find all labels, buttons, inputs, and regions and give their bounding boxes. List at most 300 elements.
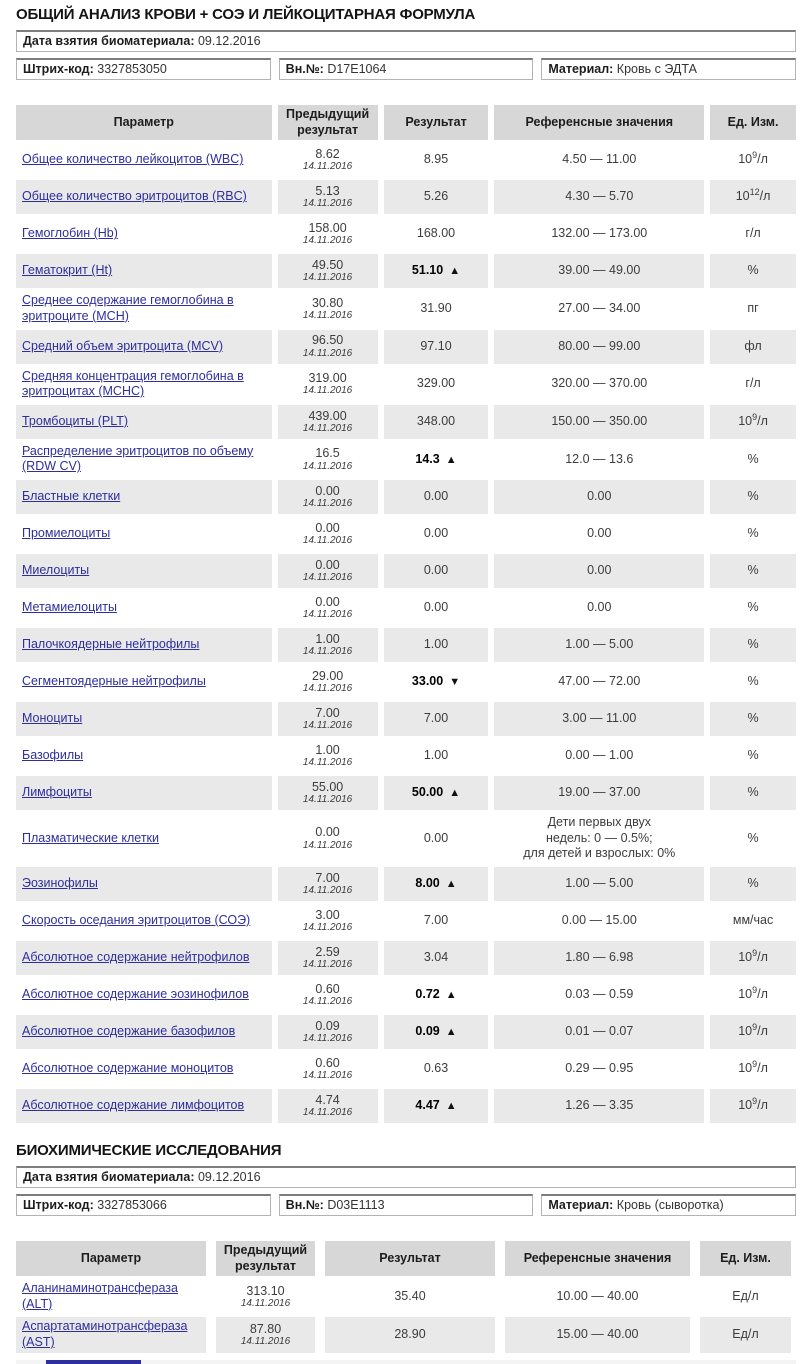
previous-result-value: 7.00 <box>315 705 340 720</box>
reference-range-cell: 0.00 — 15.00 <box>494 904 704 938</box>
previous-result-cell <box>216 1317 315 1352</box>
column-header: Результат <box>384 105 489 140</box>
parameter-cell <box>16 1279 206 1314</box>
parameter-link[interactable]: Абсолютное содержание эозинофилов <box>22 987 249 1002</box>
previous-result-date: 14.11.2016 <box>302 235 353 247</box>
column-header: Ед. Изм. <box>710 105 796 140</box>
previous-result-cell <box>278 143 378 177</box>
parameter-link[interactable]: Абсолютное содержание базофилов <box>22 1024 236 1039</box>
result-cell <box>384 217 489 251</box>
previous-result-value: 1.00 <box>315 631 340 646</box>
result-cell <box>384 330 489 364</box>
parameter-cell <box>16 591 272 625</box>
previous-result-value: 0.00 <box>315 557 340 572</box>
column-header: Параметр <box>16 1241 206 1276</box>
unit-cell: % <box>710 480 796 514</box>
biomaterial-date-value: 09.12.2016 <box>197 1169 261 1184</box>
internal-number-value: D03E1113 <box>327 1197 385 1212</box>
reference-range-cell: Дети первых двух недель: 0 — 0.5%; для детей и взрослых: 0% <box>494 813 704 864</box>
unit-cell: % <box>710 665 796 699</box>
trend-down-icon: ▼ <box>449 676 461 689</box>
previous-result-value: 55.00 <box>311 779 344 794</box>
result-cell <box>384 1052 489 1086</box>
parameter-cell <box>16 554 272 588</box>
reference-range-cell: 4.50 — 11.00 <box>494 143 704 177</box>
previous-result-date: 14.11.2016 <box>302 609 353 621</box>
previous-result-cell <box>278 254 378 288</box>
result-value: 0.00 <box>423 526 449 541</box>
section-title: ОБЩИЙ АНАЛИЗ КРОВИ + СОЭ И ЛЕЙКОЦИТАРНАЯ ФОРМУЛА <box>16 6 476 23</box>
result-cell <box>384 480 489 514</box>
previous-result-cell <box>278 554 378 588</box>
previous-result-date: 14.11.2016 <box>302 1033 353 1045</box>
previous-result-date: 14.11.2016 <box>302 161 353 173</box>
parameter-cell <box>16 628 272 662</box>
previous-result-date: 14.11.2016 <box>302 385 353 397</box>
previous-result-value: 1.00 <box>315 742 340 757</box>
parameter-link[interactable]: Гематокрит (Ht) <box>22 263 113 278</box>
barcode-value: 3327853050 <box>97 62 167 76</box>
parameter-cell <box>16 291 272 326</box>
parameter-cell <box>16 867 272 901</box>
previous-result-value: 313.10 <box>246 1283 285 1298</box>
internal-number-label: Вн.№: <box>285 62 324 76</box>
previous-result-cell <box>278 904 378 938</box>
previous-result-cell <box>278 367 378 402</box>
parameter-link[interactable]: Абсолютное содержание лимфоцитов <box>22 1098 245 1113</box>
reference-range-cell: 1.00 — 5.00 <box>494 867 704 901</box>
table-row <box>16 904 796 938</box>
result-value: 8.95 <box>423 152 449 167</box>
previous-result-cell <box>278 1089 378 1123</box>
table-row <box>16 480 796 514</box>
unit-cell: % <box>710 813 796 864</box>
trend-up-icon: ▲ <box>445 989 457 1001</box>
previous-result-value: 319.00 <box>308 370 347 385</box>
previous-result-date: 14.11.2016 <box>240 1297 291 1309</box>
parameter-link[interactable]: Моноциты <box>22 711 83 726</box>
previous-result-date: 14.11.2016 <box>302 839 353 851</box>
previous-result-cell <box>216 1279 315 1314</box>
previous-result-date: 14.11.2016 <box>302 794 353 806</box>
table-row <box>16 330 796 364</box>
parameter-link[interactable]: Лимфоциты <box>22 785 92 800</box>
result-value: 4.47 <box>415 1098 440 1112</box>
previous-result-cell <box>278 180 378 214</box>
reference-range-cell: 132.00 — 173.00 <box>494 217 704 251</box>
previous-result-value: 0.60 <box>315 981 340 996</box>
material-value: Кровь с ЭДТА <box>616 62 697 76</box>
unit-cell: мм/час <box>710 904 796 938</box>
previous-result-value: 96.50 <box>311 333 344 348</box>
previous-result-date: 14.11.2016 <box>302 460 353 472</box>
previous-result-cell <box>278 330 378 364</box>
previous-result-date: 14.11.2016 <box>302 498 353 510</box>
parameter-link[interactable]: Абсолютное содержание нейтрофилов <box>22 950 250 965</box>
previous-result-cell <box>278 517 378 551</box>
previous-result-value: 49.50 <box>311 258 344 273</box>
reference-range-cell: 15.00 — 40.00 <box>505 1317 690 1352</box>
table-row <box>16 1015 796 1049</box>
result-value: 33.00 <box>411 674 444 689</box>
previous-result-value: 5.13 <box>315 184 340 199</box>
unit-cell: г/л <box>710 217 796 251</box>
reference-range-cell: 0.00 <box>494 517 704 551</box>
biochem-section <box>16 1142 796 1364</box>
biomaterial-date-value: 09.12.2016 <box>197 34 261 48</box>
unit-cell: г/л <box>710 367 796 402</box>
parameter-link[interactable]: Общее количество эритроцитов (RBC) <box>22 189 247 204</box>
previous-result-cell <box>278 628 378 662</box>
result-cell <box>384 442 489 477</box>
result-value: 168.00 <box>416 226 456 241</box>
previous-result-cell <box>278 702 378 736</box>
result-value: 7.00 <box>423 913 449 928</box>
parameter-link[interactable]: Метамиелоциты <box>22 600 117 615</box>
parameter-link[interactable]: Гемоглобин (Hb) <box>22 226 118 241</box>
parameter-link[interactable]: Аланинаминотрансфераза (ALT) <box>22 1281 178 1311</box>
parameter-cell <box>16 702 272 736</box>
unit-cell: Ед/л <box>700 1317 791 1352</box>
reference-range-cell: 0.00 <box>494 554 704 588</box>
trend-up-icon: ▲ <box>449 265 461 278</box>
reference-range-cell: 3.00 — 11.00 <box>494 702 704 736</box>
parameter-cell <box>16 367 272 402</box>
table-row <box>16 776 796 810</box>
parameter-cell <box>16 1089 272 1123</box>
previous-result-value: 30.80 <box>311 295 344 310</box>
trend-up-icon: ▲ <box>449 787 461 800</box>
unit-cell: % <box>710 776 796 810</box>
result-value: 14.3 <box>415 451 440 466</box>
previous-result-date: 14.11.2016 <box>302 959 353 971</box>
parameter-link[interactable]: Миелоциты <box>22 563 90 578</box>
result-value: 0.72 <box>415 987 440 1001</box>
unit-cell: % <box>710 702 796 736</box>
previous-result-value: 0.09 <box>315 1018 340 1033</box>
previous-result-value: 0.00 <box>315 594 340 609</box>
parameter-link[interactable]: Сегментоядерные нейтрофилы <box>22 674 206 689</box>
unit-cell: $10^9/л$ <box>710 1015 796 1049</box>
reference-range-cell: 27.00 — 34.00 <box>494 291 704 326</box>
trend-up-icon: ▲ <box>445 1100 457 1112</box>
previous-result-value: 2.59 <box>315 944 340 959</box>
previous-result-cell <box>278 217 378 251</box>
barcode-label: Штрих-код: <box>23 62 94 76</box>
previous-result-value: 158.00 <box>308 221 347 236</box>
previous-result-cell <box>278 776 378 810</box>
column-header: Предыдущий результат <box>278 105 378 140</box>
result-value: 1.00 <box>423 637 449 652</box>
table-row <box>16 813 796 864</box>
reference-range-cell: 150.00 — 350.00 <box>494 405 704 439</box>
parameter-cell <box>16 217 272 251</box>
reference-range-cell: 0.03 — 0.59 <box>494 978 704 1012</box>
table-row <box>16 367 796 402</box>
parameter-cell <box>16 517 272 551</box>
unit-cell: % <box>710 554 796 588</box>
biomaterial-date-label: Дата взятия биоматериала: <box>23 34 195 48</box>
result-value: 0.00 <box>423 600 449 615</box>
result-cell <box>384 702 489 736</box>
column-header: Предыдущий результат <box>216 1241 315 1276</box>
unit-cell: $10^9/л$ <box>710 941 796 975</box>
result-cell <box>384 554 489 588</box>
result-value: 97.10 <box>420 338 452 353</box>
internal-number-value: D17E1064 <box>327 62 387 76</box>
result-cell <box>384 254 489 288</box>
result-cell <box>384 180 489 214</box>
parameter-link[interactable]: Среднее содержание гемоглобина в эритроците (MCH) <box>22 293 234 323</box>
result-cell <box>384 1089 489 1123</box>
unit-cell: % <box>710 628 796 662</box>
column-header: Референсные значения <box>494 105 704 140</box>
biomaterial-date-box <box>16 30 796 52</box>
unit-cell: $10^9/л$ <box>710 1052 796 1086</box>
reference-range-cell: 19.00 — 37.00 <box>494 776 704 810</box>
parameter-link[interactable]: Абсолютное содержание моноцитов <box>22 1061 234 1076</box>
parameter-link[interactable]: Промиелоциты <box>22 526 111 541</box>
unit-cell: % <box>710 442 796 477</box>
result-cell <box>325 1279 495 1314</box>
parameter-link[interactable]: Аспартатаминотрансфераза (AST) <box>22 1319 188 1349</box>
cbc-section <box>16 6 796 1126</box>
previous-result-date: 14.11.2016 <box>302 1107 353 1119</box>
result-cell <box>384 978 489 1012</box>
result-value: 0.00 <box>423 830 449 845</box>
result-cell <box>384 941 489 975</box>
result-value: 329.00 <box>416 376 456 391</box>
result-cell <box>384 628 489 662</box>
table-row <box>16 254 796 288</box>
biomaterial-date-box <box>16 1166 796 1188</box>
parameter-link-clipped[interactable] <box>46 1360 141 1364</box>
result-cell <box>325 1317 495 1352</box>
previous-result-date: 14.11.2016 <box>302 535 353 547</box>
previous-result-date: 14.11.2016 <box>302 347 353 359</box>
previous-result-date: 14.11.2016 <box>302 683 353 695</box>
previous-result-date: 14.11.2016 <box>302 1070 353 1082</box>
previous-result-value: 16.5 <box>315 446 340 461</box>
table-row <box>16 628 796 662</box>
specimen-info-row <box>16 58 796 80</box>
reference-range-cell: 0.29 — 0.95 <box>494 1052 704 1086</box>
previous-result-cell <box>278 591 378 625</box>
result-cell <box>384 904 489 938</box>
unit-cell: % <box>710 591 796 625</box>
previous-result-value: 439.00 <box>308 408 347 423</box>
biomaterial-date-label: Дата взятия биоматериала: <box>23 1169 195 1184</box>
unit-cell: % <box>710 867 796 901</box>
parameter-link[interactable]: Общее количество лейкоцитов (WBC) <box>22 152 244 167</box>
parameter-cell <box>16 776 272 810</box>
parameter-cell <box>16 480 272 514</box>
parameter-cell <box>16 143 272 177</box>
parameter-cell <box>16 1015 272 1049</box>
result-value: 28.90 <box>394 1327 426 1342</box>
result-cell <box>384 405 489 439</box>
unit-cell: % <box>710 739 796 773</box>
previous-result-date: 14.11.2016 <box>302 720 353 732</box>
previous-result-value: 0.00 <box>315 825 340 840</box>
unit-cell: $10^9/л$ <box>710 1089 796 1123</box>
previous-result-cell <box>278 442 378 477</box>
previous-result-date: 14.11.2016 <box>302 757 353 769</box>
previous-result-date: 14.11.2016 <box>302 422 353 434</box>
result-value: 51.10 <box>411 263 444 278</box>
table-row <box>16 1317 791 1352</box>
column-header: Референсные значения <box>505 1241 690 1276</box>
table-row <box>16 702 796 736</box>
reference-range-cell: 320.00 — 370.00 <box>494 367 704 402</box>
parameter-link[interactable]: Средняя концентрация гемоглобина в эритроцитах (MCHC) <box>22 368 244 399</box>
previous-result-cell <box>278 867 378 901</box>
result-value: 50.00 <box>411 785 444 800</box>
table-row <box>16 291 796 326</box>
table-row <box>16 554 796 588</box>
material-value: Кровь (сыворотка) <box>616 1197 724 1212</box>
material-box <box>541 58 796 80</box>
reference-range-cell: 47.00 — 72.00 <box>494 665 704 699</box>
parameter-cell <box>16 330 272 364</box>
parameter-link[interactable]: Распределение эритроцитов по объему (RDW CV) <box>22 443 254 474</box>
next-table-row-clipped <box>16 1359 796 1364</box>
results-table-container <box>16 102 796 1126</box>
material-box <box>541 1194 796 1216</box>
unit-cell: $10^{12}/л$ <box>710 180 796 214</box>
reference-range-cell: 4.30 — 5.70 <box>494 180 704 214</box>
column-header: Результат <box>325 1241 495 1276</box>
reference-range-cell: 10.00 — 40.00 <box>505 1279 690 1314</box>
previous-result-date: 14.11.2016 <box>302 646 353 658</box>
parameter-cell <box>16 665 272 699</box>
material-label: Материал: <box>548 62 614 76</box>
result-cell <box>384 813 489 864</box>
result-value: 7.00 <box>423 711 449 726</box>
result-cell <box>384 367 489 402</box>
table-row <box>16 867 796 901</box>
previous-result-cell <box>278 291 378 326</box>
result-cell <box>384 776 489 810</box>
result-cell <box>384 143 489 177</box>
reference-range-cell: 1.00 — 5.00 <box>494 628 704 662</box>
parameter-cell <box>16 978 272 1012</box>
previous-result-value: 7.00 <box>315 870 340 885</box>
previous-result-date: 14.11.2016 <box>240 1336 291 1348</box>
result-cell <box>384 867 489 901</box>
table-row <box>16 442 796 477</box>
previous-result-date: 14.11.2016 <box>302 310 353 322</box>
parameter-link[interactable]: Тромбоциты (PLT) <box>22 413 129 428</box>
result-value: 3.04 <box>423 950 449 965</box>
previous-result-value: 87.80 <box>249 1321 282 1336</box>
parameter-link[interactable]: Скорость оседания эритроцитов (СОЭ) <box>22 913 251 928</box>
previous-result-cell <box>278 1052 378 1086</box>
table-row <box>16 180 796 214</box>
material-label: Материал: <box>548 1197 614 1212</box>
reference-range-cell: 1.80 — 6.98 <box>494 941 704 975</box>
previous-result-date: 14.11.2016 <box>302 922 353 934</box>
table-row <box>16 1052 796 1086</box>
parameter-cell <box>16 941 272 975</box>
parameter-link[interactable]: Плазматические клетки <box>22 830 160 845</box>
table-row <box>16 405 796 439</box>
previous-result-value: 0.00 <box>315 483 340 498</box>
previous-result-value: 3.00 <box>315 907 340 922</box>
internal-number-box <box>279 58 534 80</box>
reference-range-cell: 1.26 — 3.35 <box>494 1089 704 1123</box>
internal-number-label: Вн.№: <box>285 1197 324 1212</box>
previous-result-cell <box>278 739 378 773</box>
reference-range-cell: 0.01 — 0.07 <box>494 1015 704 1049</box>
previous-result-cell <box>278 978 378 1012</box>
trend-up-icon: ▲ <box>445 878 457 890</box>
parameter-link[interactable]: Базофилы <box>22 748 84 763</box>
previous-result-cell <box>278 665 378 699</box>
unit-cell: $10^9/л$ <box>710 143 796 177</box>
parameter-cell <box>16 813 272 864</box>
table-row <box>16 739 796 773</box>
parameter-link[interactable]: Палочкоядерные нейтрофилы <box>22 637 200 652</box>
result-cell <box>384 739 489 773</box>
barcode-box <box>16 1194 271 1216</box>
unit-cell: % <box>710 254 796 288</box>
result-value: 8.00 <box>415 876 440 890</box>
specimen-info-row <box>16 1194 796 1216</box>
result-cell <box>384 291 489 326</box>
result-value: 0.63 <box>423 1061 449 1076</box>
table-row <box>16 665 796 699</box>
unit-cell: пг <box>710 291 796 326</box>
previous-result-cell <box>278 405 378 439</box>
parameter-link[interactable]: Средний объем эритроцита (MCV) <box>22 338 224 353</box>
result-value: 0.00 <box>423 563 449 578</box>
previous-result-cell <box>278 480 378 514</box>
previous-result-value: 0.00 <box>315 520 340 535</box>
parameter-link[interactable]: Эозинофилы <box>22 876 98 891</box>
parameter-cell <box>16 1052 272 1086</box>
result-value: 5.26 <box>423 189 449 204</box>
table-row <box>16 517 796 551</box>
results-table <box>10 102 802 1126</box>
result-value: 35.40 <box>394 1288 426 1303</box>
table-row <box>16 1279 791 1314</box>
previous-result-value: 0.60 <box>315 1055 340 1070</box>
result-value: 0.09 <box>415 1024 440 1038</box>
table-row <box>16 591 796 625</box>
result-cell <box>384 665 489 699</box>
parameter-link[interactable]: Бластные клетки <box>22 489 121 504</box>
parameter-cell <box>16 180 272 214</box>
result-value: 1.00 <box>423 748 449 763</box>
previous-result-date: 14.11.2016 <box>302 272 353 284</box>
unit-cell: $10^9/л$ <box>710 978 796 1012</box>
barcode-label: Штрих-код: <box>23 1197 94 1212</box>
reference-range-cell: 0.00 — 1.00 <box>494 739 704 773</box>
reference-range-cell: 80.00 — 99.00 <box>494 330 704 364</box>
previous-result-value: 8.62 <box>315 147 340 162</box>
previous-result-date: 14.11.2016 <box>302 885 353 897</box>
trend-up-icon: ▲ <box>445 1026 457 1038</box>
result-cell <box>384 517 489 551</box>
table-row <box>16 143 796 177</box>
table-row <box>16 941 796 975</box>
table-row <box>16 1089 796 1123</box>
previous-result-value: 4.74 <box>315 1092 340 1107</box>
previous-result-value: 29.00 <box>311 668 344 683</box>
reference-range-cell: 12.0 — 13.6 <box>494 442 704 477</box>
parameter-cell <box>16 1317 206 1352</box>
